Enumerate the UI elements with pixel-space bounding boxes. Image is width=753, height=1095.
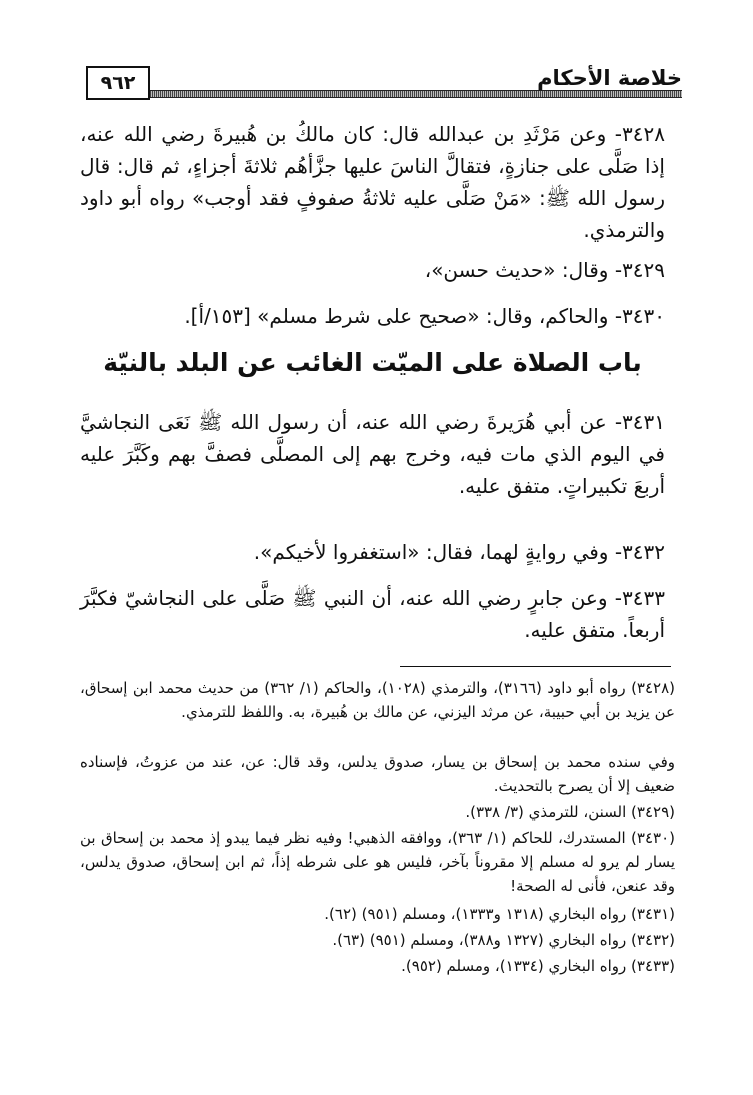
page-number: ٩٦٢ xyxy=(86,66,150,100)
hadith-3430: ٣٤٣٠- والحاكم، وقال: «صحيح على شرط مسلم» [١٥٣/أ]. xyxy=(184,304,665,328)
footnote-3433: (٣٤٣٣) رواه البخاري (١٣٣٤)، ومسلم (٩٥٢). xyxy=(401,957,675,975)
hadith-3429: ٣٤٢٩- وقال: «حديث حسن»، xyxy=(424,258,665,282)
hadith-3431: ٣٤٣١- عن أبي هُرَيرةَ رضي الله عنه، أن رسول الله ﷺ نَعَى النجاشيَّ في اليوم الذي مات فيه، وخرج بهم إلى المصلَّى فصفَّ بهم وكَبَّرَ عليه أربعَ تكبيراتٍ. متفق عليه. xyxy=(80,410,665,498)
header-rule xyxy=(146,90,682,98)
hadith-3433: ٣٤٣٣- وعن جابرٍ رضي الله عنه، أن النبي ﷺ صَلَّى على النجاشيّ فكبَّرَ أربعاً. متفق عليه. xyxy=(80,586,665,642)
footnote-3428-note: وفي سنده محمد بن إسحاق بن يسار، صدوق يدلس، وقد قال: عن، عند من عزوتُ، فإسناده ضعيف إلا أن يصرح بالتحديث. xyxy=(80,753,675,795)
hadith-3432: ٣٤٣٢- وفي روايةٍ لهما، فقال: «استغفروا لأخيكم». xyxy=(253,540,665,564)
footnote-separator xyxy=(400,666,671,667)
page-header xyxy=(86,66,682,106)
hadith-3428: ٣٤٢٨- وعن مَرْثَدِ بن عبدالله قال: كان مالكُ بن هُبيرةَ رضي الله عنه، إذا صَلَّى على جنازةٍ، فتقالَّ الناسَ عليها جزَّأهُم ثلاثةَ أجزاءٍ، ثم قال: قال رسول الله ﷺ: «مَنْ صَلَّى عليه ثلاثةُ صفوفٍ فقد أوجب» رواه أبو داود والترمذي. xyxy=(80,122,665,242)
book-title: خلاصة الأحكام xyxy=(537,66,682,90)
footnote-3431: (٣٤٣١) رواه البخاري (١٣١٨ و١٣٣٣)، ومسلم (٩٥١) (٦٢). xyxy=(324,905,675,923)
footnote-3430: (٣٤٣٠) المستدرك، للحاكم (١/ ٣٦٣)، ووافقه الذهبي! وفيه نظر فيما يبدو إذ محمد بن إسحاق بن يسار لم يرو له مسلم إلا مقروناً بآخر، فليس هو على شرطه إذاً، ثم ابن إسحاق، صدوق يدلس، وقد عنعن، فأنى له الصحة! xyxy=(80,829,675,895)
section-heading: باب الصلاة على الميّت الغائب عن البلد بالنيّة xyxy=(103,348,642,377)
footnote-3432: (٣٤٣٢) رواه البخاري (١٣٢٧ و٣٨٨)، ومسلم (٩٥١) (٦٣). xyxy=(332,931,675,949)
footnote-3429: (٣٤٢٩) السنن، للترمذي (٣/ ٣٣٨). xyxy=(465,803,675,821)
footnote-3428: (٣٤٢٨) رواه أبو داود (٣١٦٦)، والترمذي (١٠٢٨)، والحاكم (١/ ٣٦٢) من حديث محمد ابن إسحاق، عن يزيد بن أبي حبيبة، عن مرثد اليزني، عن مالك بن هُبيرة، به. واللفظ للترمذي. xyxy=(80,679,676,721)
